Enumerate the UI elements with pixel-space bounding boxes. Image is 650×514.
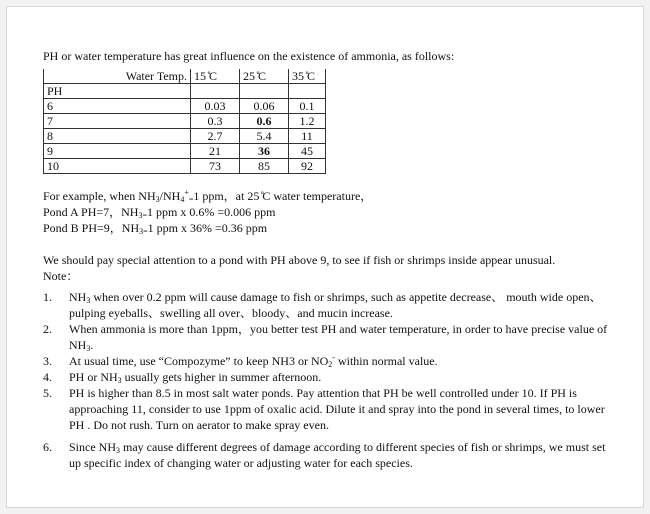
value-cell: 0.1 [289,99,326,114]
list-text: Since $NH_3$ may cause different degrees of damage according to different species of fish or shrimps, we must set up specific index of changing water or adjusting water for each species. [69,440,606,470]
ph-header: PH [44,84,191,99]
table-header-row [44,69,326,84]
list-text: When ammonia is more than 1ppm，you better test PH and water temperature, in order to have precise value of $NH_3$. [69,322,608,353]
value-cell: 5.4 [240,129,289,144]
note-heading: Note： [43,269,79,283]
ammonia-table [43,69,326,174]
ph-cell: 10 [44,159,191,174]
example-line-2: Pond A PH=7，$NH_{3=}1$ ppm x 0.6% =0.006 ppm [43,205,276,220]
table-row [44,159,326,174]
ph-label-row [44,84,326,99]
value-cell: 21 [191,144,240,159]
value-cell: 45 [289,144,326,159]
list-text: PH or $NH_3$ usually gets higher in summer afternoon. [69,370,322,385]
value-cell: 11 [289,129,326,144]
list-number: 5. [43,386,52,400]
intro-text: PH or water temperature has great influence on the existence of ammonia, as follows: [43,49,455,63]
table-row [44,114,326,129]
list-text: At usual time, use “Compozyme” to keep NH3 or $NO_2^-$ within normal value. [69,353,438,369]
water-temp-header: Water Temp. [44,69,191,84]
temp-header-25: 25 ̊C [240,69,289,84]
value-cell: 0.6 [240,114,289,129]
value-cell: 36 [240,144,289,159]
value-cell: 0.3 [191,114,240,129]
list-number: 6. [43,440,52,454]
list-number: 3. [43,354,52,368]
table-row [44,99,326,114]
ph-cell: 8 [44,129,191,144]
list-number: 4. [43,370,52,384]
list-text: PH is higher than 8.5 in most salt water ponds. Pay attention that PH be well controlled under 10. If PH is approaching 11, consider to use 1ppm of oxalic acid. Dilute it and spray into the pond in several times, to lower PH . Do not rush. Turn on aerator to make spray even. [69,386,605,432]
value-cell: 85 [240,159,289,174]
value-cell: 2.7 [191,129,240,144]
value-cell: 0.03 [191,99,240,114]
table-row [44,129,326,144]
ph-cell: 7 [44,114,191,129]
ph-cell: 9 [44,144,191,159]
temp-header-15: 15 ̊C [191,69,240,84]
example-line-1: For example, when $NH_3/NH_4^+_=1$ ppm，at 25 ̊C water temperature， [43,188,373,204]
value-cell: 92 [289,159,326,174]
value-cell: 73 [191,159,240,174]
list-text: $NH_3$ when over 0.2 ppm will cause damage to fish or shrimps, such as appetite decrease、 mouth wide open、pulping eyeballs、swelling all over、bloody、and mucin increase. [69,290,602,320]
ph-cell: 6 [44,99,191,114]
document-page [6,6,644,508]
example-line-3: Pond B PH=9，$NH_{3=}1$ ppm x 36% =0.36 ppm [43,221,268,236]
value-cell: 1.2 [289,114,326,129]
value-cell: 0.06 [240,99,289,114]
temp-header-35: 35 ̊C [289,69,326,84]
list-number: 2. [43,322,52,336]
list-number: 1. [43,290,52,304]
attention-text: We should pay special attention to a pond with PH above 9, to see if fish or shrimps inside appear unusual. [43,253,556,267]
table-row [44,144,326,159]
